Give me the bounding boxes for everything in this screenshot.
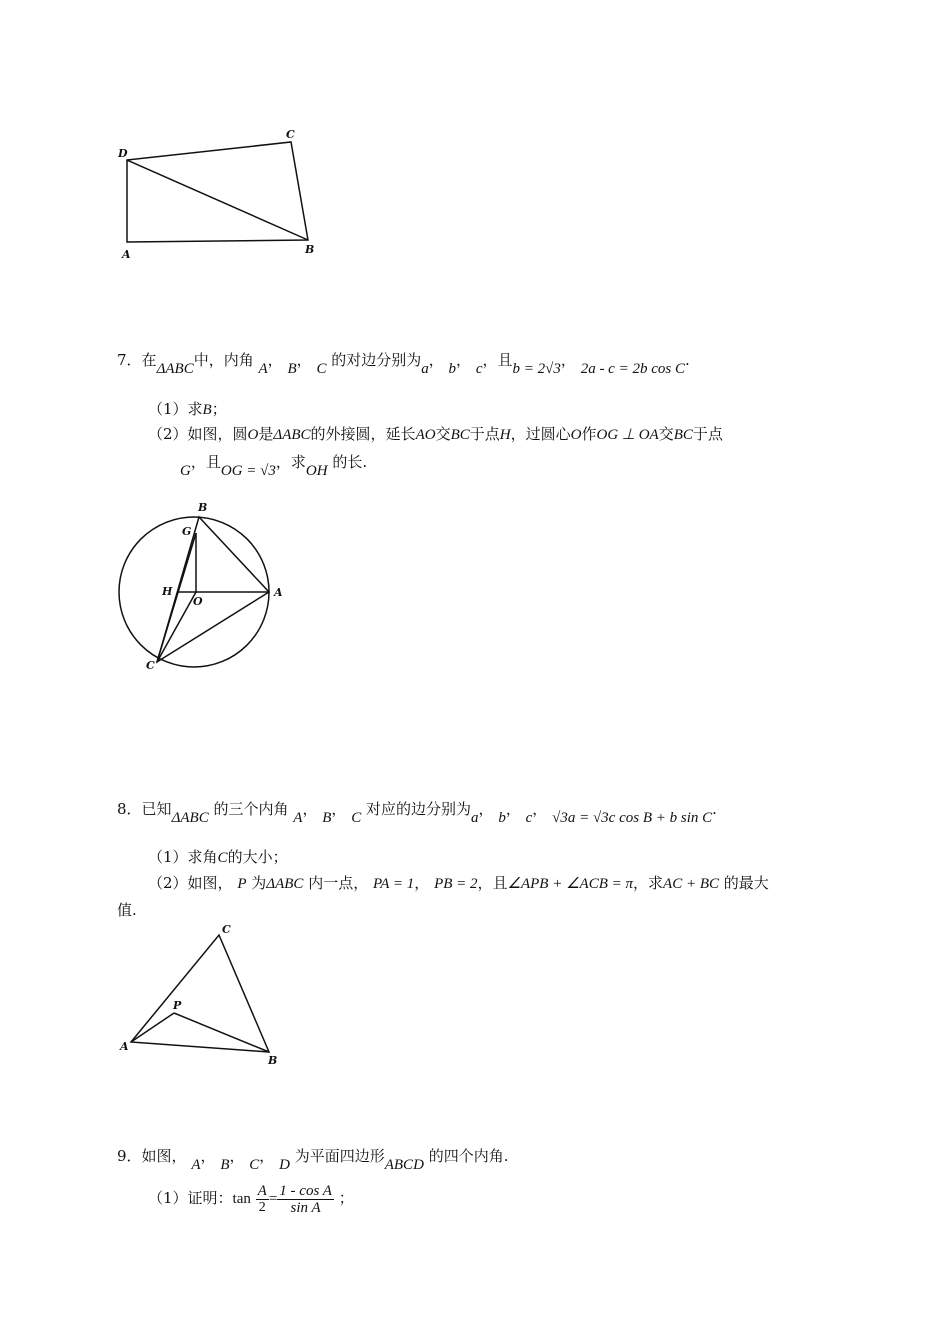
label-b: B [305, 243, 315, 256]
label-a: A [274, 586, 283, 599]
problem-7-part-1: （1）求B； [148, 400, 227, 418]
fraction-half-a: $\frac{A}{2}$ [257, 1182, 267, 1215]
label-c: C [222, 923, 231, 936]
problem-7-part-2-line-2: G，且OG = √3，求OH 的长. [180, 453, 368, 479]
label-c: C [286, 128, 295, 141]
label-b: B [268, 1054, 278, 1067]
problem-8-part-1: （1）求角C的大小； [148, 848, 288, 866]
problem-8-part-2-line-1: （2）如图， P 为ΔABC 内一点， PA = 1， PB = 2，且∠APB + ∠ACB = π，求AC + BC 的最大 [148, 874, 769, 892]
fraction-rhs: $\frac{\text{1 - cos A}}{\text{sin A}}$ [279, 1182, 332, 1216]
label-a: A [120, 1040, 129, 1053]
figure-circumcircle [110, 495, 300, 680]
figure-quadrilateral-abcd [110, 120, 330, 270]
label-d: D [118, 147, 128, 160]
problem-8-statement: 8．已知ΔABC 的三个内角 A， B， C 对应的边分别为a， b， c， √3a = √3c cos B + b sin C. [117, 800, 717, 826]
figure-triangle-p [110, 918, 290, 1068]
label-a: A [122, 248, 131, 261]
label-o: O [193, 595, 203, 608]
problem-7-part-2-line-1: （2）如图，圆O是ΔABC的外接圆，延长AO交BC于点H，过圆心O作OG ⊥ OA交BC于点 [148, 425, 723, 443]
segment-oc [157, 592, 196, 662]
problem-9-statement: 9．如图， A， B， C， D 为平面四边形ABCD 的四个内角. [117, 1147, 509, 1173]
problem-8-part-2-line-2: 值. [117, 901, 137, 919]
quadrilateral-outline [127, 142, 308, 242]
label-p: P [173, 999, 182, 1012]
triangle-abc [131, 935, 269, 1052]
segment-ap [131, 1013, 174, 1042]
label-c: C [146, 659, 155, 672]
problem-7-statement: 7．在ΔABC中，内角 A， B， C 的对边分别为a， b， c，且b = 2√3， 2a - c = 2b cos C. [117, 351, 690, 377]
label-g: G [182, 525, 192, 538]
label-h: H [162, 585, 173, 598]
problem-9-part-1: （1）证明：tan $\frac{A}{2}$ = $\frac{\text{1 - cos A}}{\text{sin A}}$ ； [148, 1182, 354, 1216]
diagonal-db [127, 160, 308, 240]
label-b: B [198, 501, 208, 514]
